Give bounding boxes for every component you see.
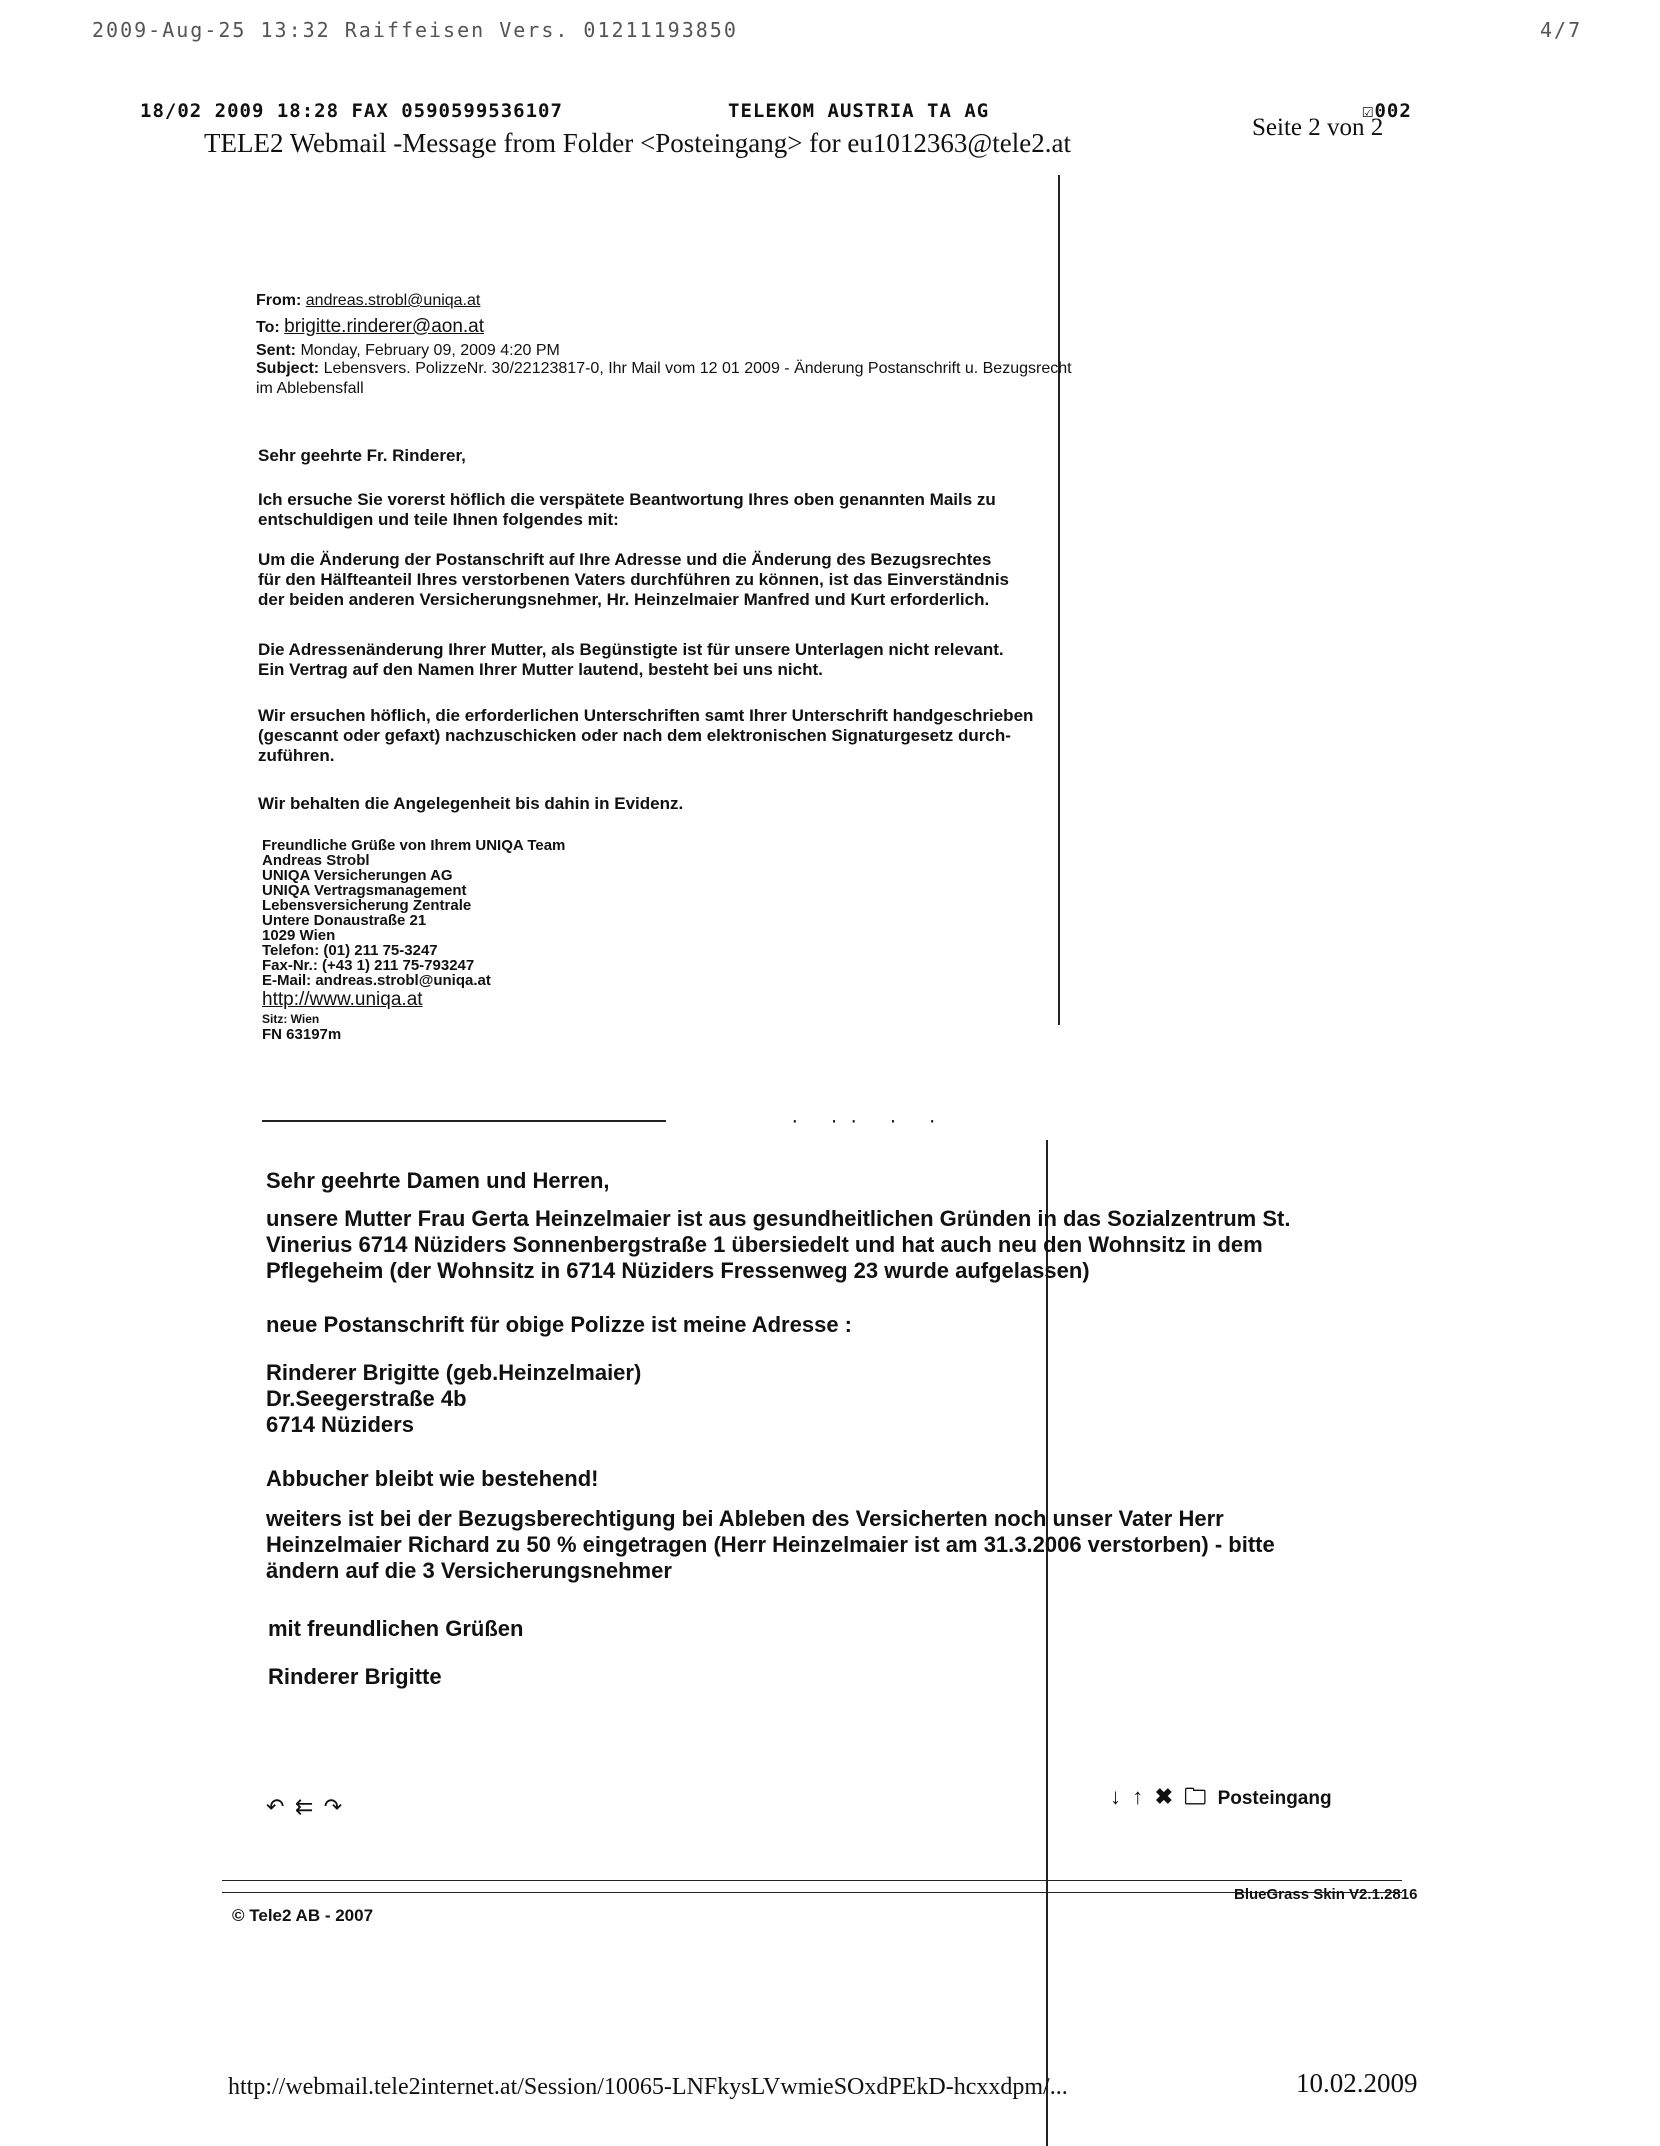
- signature-line: Lebensversicherung Zentrale: [262, 897, 472, 914]
- reply-salutation: Sehr geehrte Fr. Rinderer,: [258, 446, 466, 465]
- signature-line: Telefon: (01) 211 75-3247: [262, 942, 438, 959]
- reply-p2: [258, 550, 1009, 610]
- to-label: To:: [256, 319, 280, 336]
- print-date: 10.02.2009: [1296, 2068, 1418, 2098]
- original-p2: neue Postanschrift für obige Polizze ist meine Adresse :: [266, 1312, 852, 1337]
- signature-line: Andreas Strobl: [262, 852, 370, 869]
- to-address-link[interactable]: brigitte.rinderer@aon.at: [284, 316, 485, 337]
- original-address: [266, 1360, 641, 1438]
- email-sent: [256, 342, 560, 360]
- original-p4: [266, 1506, 1275, 1584]
- fax-sender: TELEKOM AUSTRIA TA AG: [728, 100, 990, 122]
- forward-icon[interactable]: ↷: [323, 1794, 343, 1819]
- fax-datetime: 18/02 2009 18:28 FAX 0590599536107: [140, 100, 563, 122]
- footer-copyright: © Tele2 AB - 2007: [232, 1906, 374, 1925]
- fax-page-counter: 4/7: [1540, 18, 1583, 42]
- signature-line: UNIQA Versicherungen AG: [262, 867, 453, 884]
- reply-p3-line: Die Adressenänderung Ihrer Mutter, als Begünstigte ist für unsere Unterlagen nicht relevant.: [258, 640, 1004, 659]
- reply-p3-line: Ein Vertrag auf den Namen Ihrer Mutter lautend, besteht bei uns nicht.: [258, 660, 823, 679]
- folder-posteingang-link[interactable]: Posteingang: [1217, 1788, 1332, 1809]
- subject-value: Lebensvers. PolizzeNr. 30/22123817-0, Ihr Mail vom 12 01 2009 - Änderung Postanschrift u. Bezugsrecht: [323, 360, 1072, 377]
- reply-p2-line: Um die Änderung der Postanschrift auf Ihre Adresse und die Änderung des Bezugsrechtes: [258, 550, 992, 569]
- reply-p1: [258, 490, 996, 530]
- toolbar-left: [266, 1794, 348, 1820]
- reply-p2-line: für den Hälfteanteil Ihres verstorbenen Vaters durchführen zu können, ist das Einverständnis: [258, 570, 1010, 589]
- signature-line: UNIQA Vertragsmanagement: [262, 882, 467, 899]
- fax-code: ☑002: [1362, 100, 1412, 122]
- email-subject-cont: im Ablebensfall: [256, 380, 364, 397]
- signature-line: Fax-Nr.: (+43 1) 211 75-793247: [262, 957, 475, 974]
- reply-p1-line: entschuldigen und teile Ihnen folgendes mit:: [258, 510, 619, 529]
- signature-line: FN 63197m: [262, 1026, 342, 1043]
- reply-p4-line: (gescannt oder gefaxt) nachzuschicken oder nach dem elektronischen Signaturgesetz durch-: [258, 726, 1011, 745]
- fax-header-left: 2009-Aug-25 13:32 Raiffeisen Vers. 01211193850: [92, 18, 738, 42]
- reply-all-icon[interactable]: ⇇: [294, 1794, 314, 1819]
- arrow-down-icon[interactable]: ↓: [1110, 1784, 1121, 1809]
- reply-icon[interactable]: ↶: [266, 1794, 285, 1819]
- original-p1-line: Pflegeheim (der Wohnsitz in 6714 Nüziders Fressenweg 23 wurde aufgelassen): [266, 1258, 1090, 1283]
- original-p1-line: Vinerius 6714 Nüziders Sonnenbergstraße 1 übersiedelt und hat auch neu den Wohnsitz in dem: [266, 1232, 1263, 1257]
- toolbar-right: [1110, 1780, 1332, 1818]
- fax-noise: · ·· · ·: [790, 1112, 948, 1131]
- reply-p1-line: Ich ersuche Sie vorerst höflich die verspätete Beantwortung Ihres oben genannten Mails zu: [258, 490, 996, 509]
- reply-p2-line: der beiden anderen Versicherungsnehmer, Hr. Heinzelmaier Manfred und Kurt erforderlich.: [258, 590, 990, 609]
- original-p4-line: weiters ist bei der Bezugsberechtigung bei Ableben des Versicherten noch unser Vater Herr: [266, 1506, 1224, 1531]
- footer-rule: [222, 1892, 1402, 1893]
- original-closing: mit freundlichen Grüßen: [268, 1616, 524, 1641]
- delete-icon[interactable]: ✖: [1154, 1784, 1173, 1809]
- reply-p4-line: Wir ersuchen höflich, die erforderlichen Unterschriften samt Ihrer Unterschrift handgeschrieben: [258, 706, 1034, 725]
- footer-rule: [222, 1880, 1402, 1881]
- address-line: Dr.Seegerstraße 4b: [266, 1386, 467, 1411]
- signature-block: [262, 838, 565, 1042]
- original-p1: [266, 1206, 1290, 1284]
- page-number: Seite 2 von 2: [1252, 114, 1384, 141]
- address-line: 6714 Nüziders: [266, 1412, 414, 1437]
- arrow-up-icon[interactable]: ↑: [1132, 1784, 1144, 1809]
- original-p3: Abbucher bleibt wie bestehend!: [266, 1466, 599, 1491]
- fax-artifact-line: [1058, 175, 1060, 1025]
- reply-p4-line: zuführen.: [258, 746, 335, 765]
- subject-label: Subject:: [256, 360, 320, 377]
- fax-artifact-line: [1046, 1140, 1048, 2146]
- email-to: [256, 316, 484, 338]
- sent-label: Sent:: [256, 342, 296, 359]
- uniqa-website-link[interactable]: http://www.uniqa.at: [262, 989, 423, 1010]
- email-from: [256, 292, 480, 310]
- footer-skin-version: BlueGrass Skin V2.1.2816: [1234, 1886, 1418, 1903]
- original-salutation: Sehr geehrte Damen und Herren,: [266, 1168, 610, 1193]
- address-line: Rinderer Brigitte (geb.Heinzelmaier): [266, 1360, 642, 1385]
- original-p4-line: Heinzelmaier Richard zu 50 % eingetragen (Herr Heinzelmaier ist am 31.3.2006 verstorben) - bitte: [266, 1532, 1275, 1557]
- original-p4-line: ändern auf die 3 Versicherungsnehmer: [266, 1558, 672, 1583]
- page-url: http://webmail.tele2internet.at/Session/10065-LNFkysLVwmieSOxdPEkD-hcxxdpm/...: [228, 2074, 1068, 2100]
- signature-line: 1029 Wien: [262, 927, 336, 944]
- reply-p5: Wir behalten die Angelegenheit bis dahin in Evidenz.: [258, 794, 684, 813]
- email-subject: [256, 360, 1072, 378]
- from-label: From:: [256, 292, 302, 309]
- page-title: TELE2 Webmail -Message from Folder <Posteingang> for eu1012363@tele2.at: [204, 128, 1071, 158]
- reply-p4: [258, 706, 1033, 766]
- signature-line: Sitz: Wien: [262, 1012, 320, 1026]
- folder-icon: 🗀: [1184, 1784, 1207, 1809]
- signature-line: Freundliche Grüße von Ihrem UNIQA Team: [262, 837, 566, 854]
- signature-line: E-Mail: andreas.strobl@uniqa.at: [262, 972, 491, 989]
- original-p1-line: unsere Mutter Frau Gerta Heinzelmaier ist aus gesundheitlichen Gründen in das Sozialzentrum St.: [266, 1206, 1291, 1231]
- signature-line: Untere Donaustraße 21: [262, 912, 427, 929]
- original-sender-name: Rinderer Brigitte: [268, 1664, 442, 1689]
- from-address-link[interactable]: andreas.strobl@uniqa.at: [305, 292, 481, 309]
- sent-value: Monday, February 09, 2009 4:20 PM: [300, 342, 560, 359]
- separator-line: [262, 1120, 666, 1122]
- reply-p3: [258, 640, 1004, 680]
